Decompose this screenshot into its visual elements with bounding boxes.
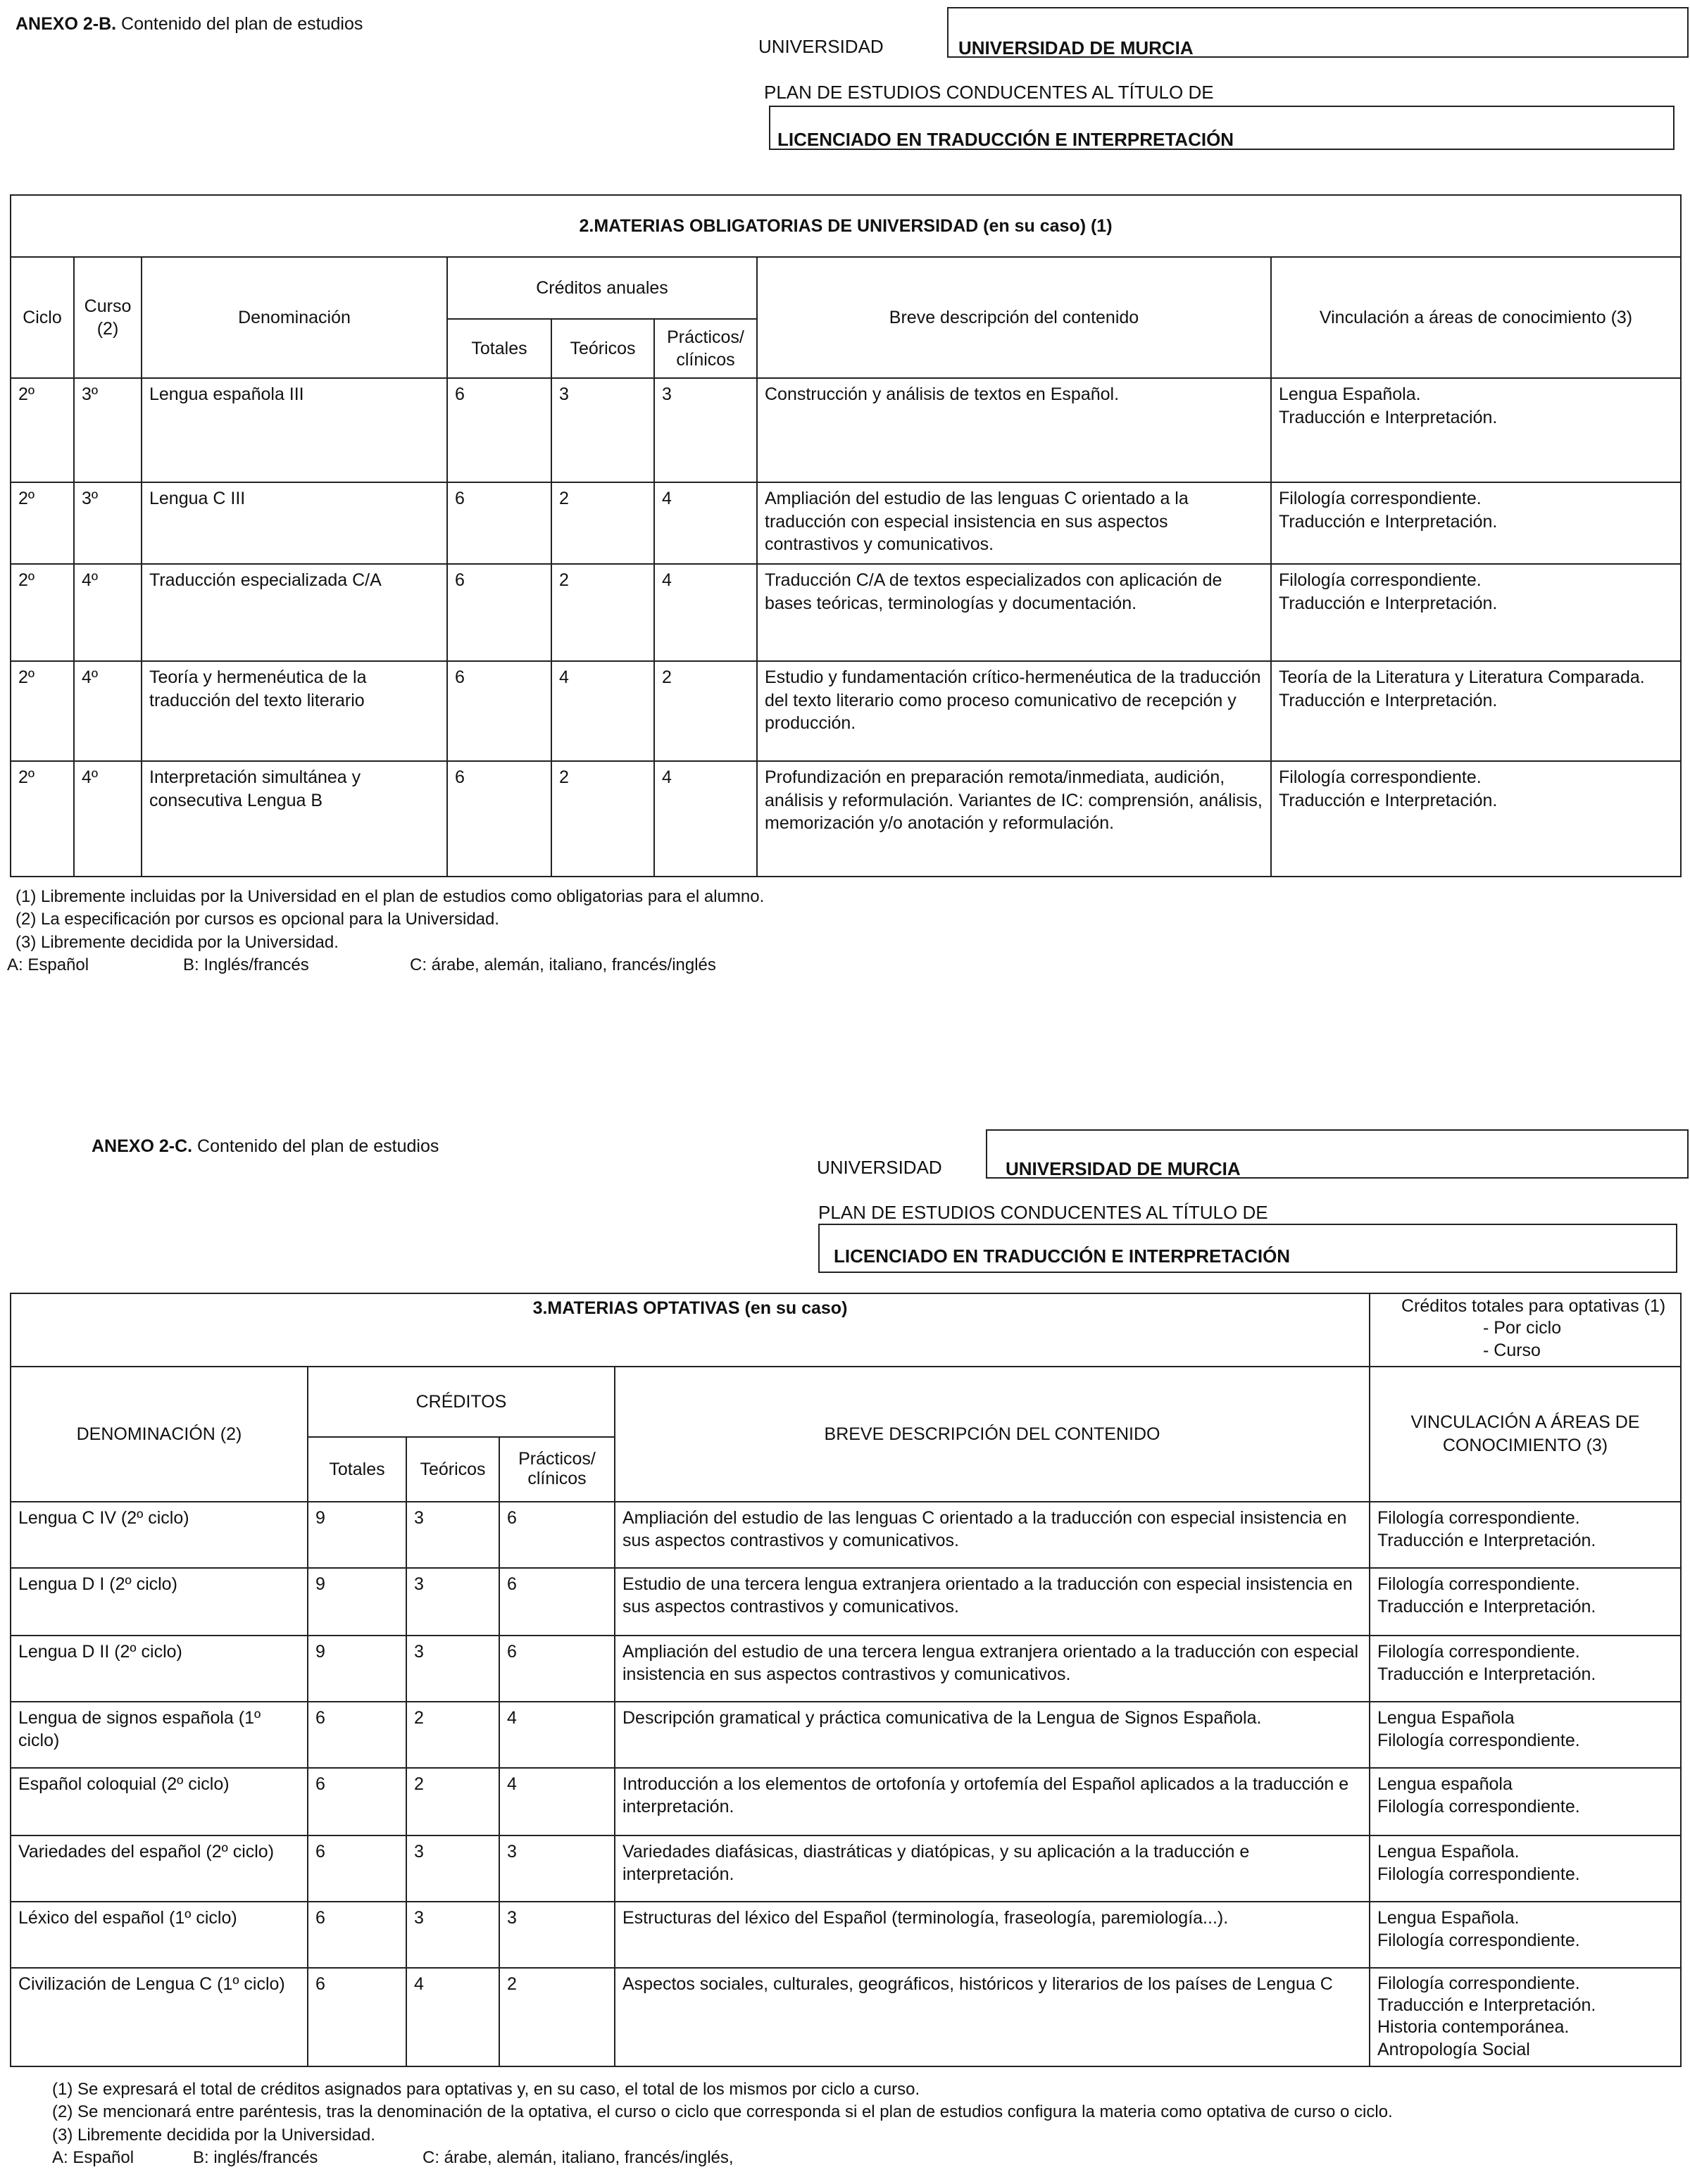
- cell-vinculacion: Lengua Española. Traducción e Interpretación.: [1271, 378, 1681, 482]
- cell-denominacion: Lengua C III: [142, 482, 447, 564]
- annex-b-code: ANEXO 2-B.: [15, 14, 117, 34]
- annex-c-university-label: UNIVERSIDAD: [817, 1157, 942, 1178]
- cell-practicos: 3: [499, 1835, 615, 1902]
- cell-vinculacion: Filología correspondiente. Traducción e Interpretación.: [1271, 761, 1681, 877]
- header-ciclo: Ciclo: [11, 257, 74, 378]
- annex-c-degree: LICENCIADO EN TRADUCCIÓN E INTERPRETACIÓN: [834, 1245, 1291, 1267]
- annex-c-university-box: [986, 1129, 1689, 1179]
- language-legend: [52, 2147, 1393, 2169]
- cell-vinculacion: Filología correspondiente. Traducción e Interpretación.: [1271, 482, 1681, 564]
- cell-practicos: 4: [499, 1702, 615, 1768]
- header-curso: Curso (2): [74, 257, 142, 378]
- cell-practicos: 4: [654, 564, 757, 661]
- annex-b-degree-box: [769, 106, 1675, 150]
- optativas-credits-cell: [1370, 1293, 1681, 1367]
- footnote: (1) Libremente incluidas por la Universidad en el plan de estudios como obligatorias para el alumno.: [15, 887, 765, 906]
- cell-teoricos: 3: [406, 1835, 499, 1902]
- header-teoricos: Teóricos: [551, 319, 654, 378]
- cell-teoricos: 2: [551, 564, 654, 661]
- cell-totales: 6: [308, 1902, 406, 1968]
- cell-practicos: 3: [654, 378, 757, 482]
- table-row: [11, 1568, 1681, 1636]
- cell-descripcion: Ampliación del estudio de las lenguas C orientado a la traducción con especial insistencia en sus aspectos contrastivos y comunicativos.: [757, 482, 1271, 564]
- legend-c: C: árabe, alemán, italiano, francés/inglés: [410, 955, 716, 975]
- annex-c-notes: [52, 2078, 1393, 2170]
- cell-descripcion: Estudio y fundamentación crítico-hermenéutica de la traducción del texto literario como proceso comunicativo de recepción y producción.: [757, 661, 1271, 761]
- cell-denominacion: Interpretación simultánea y consecutiva Lengua B: [142, 761, 447, 877]
- cell-practicos: 4: [654, 761, 757, 877]
- cell-denominacion: Lengua de signos española (1º ciclo): [11, 1702, 308, 1768]
- footnote: (1) Se expresará el total de créditos asignados para optativas y, en su caso, el total de los mismos por ciclo a curso.: [52, 2080, 920, 2099]
- annex-c-caption: Contenido del plan de estudios: [197, 1136, 439, 1156]
- cell-teoricos: 2: [551, 482, 654, 564]
- cell-descripcion: Traducción C/A de textos especializados con aplicación de bases teóricas, terminologías y documentación.: [757, 564, 1271, 661]
- cell-vinculacion: Filología correspondiente. Traducción e Interpretación.: [1370, 1502, 1681, 1568]
- table-row: [11, 1835, 1681, 1902]
- annex-b-caption: Contenido del plan de estudios: [121, 14, 363, 34]
- table-row: [11, 1902, 1681, 1968]
- cell-teoricos: 3: [406, 1902, 499, 1968]
- cell-totales: 6: [447, 564, 551, 661]
- cell-teoricos: 3: [406, 1636, 499, 1702]
- annex-b-title: [15, 13, 363, 36]
- cell-denominacion: Variedades del español (2º ciclo): [11, 1835, 308, 1902]
- cell-descripcion: Ampliación del estudio de una tercera lengua extranjera orientado a la traducción con especial insistencia en sus aspectos contrastivos y comunicativos.: [615, 1636, 1370, 1702]
- cell-teoricos: 3: [406, 1502, 499, 1568]
- annex-c-code: ANEXO 2-C.: [92, 1136, 193, 1156]
- cell-denominacion: Civilización de Lengua C (1º ciclo): [11, 1968, 308, 2066]
- cell-vinculacion: Lengua Española Filología correspondiente.: [1370, 1702, 1681, 1768]
- cell-practicos: 4: [499, 1768, 615, 1835]
- annex-c-degree-box: [818, 1224, 1677, 1273]
- annex-c-university: UNIVERSIDAD DE MURCIA: [1006, 1158, 1241, 1179]
- cell-vinculacion: Lengua Española. Filología correspondiente.: [1370, 1902, 1681, 1968]
- legend-c: C: árabe, alemán, italiano, francés/inglés,: [423, 2148, 734, 2168]
- header-practicos: Prácticos/ clínicos: [654, 319, 757, 378]
- cell-ciclo: 2º: [11, 564, 74, 661]
- cell-teoricos: 2: [406, 1702, 499, 1768]
- cell-teoricos: 4: [551, 661, 654, 761]
- cell-descripcion: Variedades diafásicas, diastráticas y diatópicas, y su aplicación a la traducción e interpretación.: [615, 1835, 1370, 1902]
- table-row: [11, 1768, 1681, 1835]
- annex-c-table: [10, 1293, 1682, 2067]
- header-vinculacion: Vinculación a áreas de conocimiento (3): [1271, 257, 1681, 378]
- cell-practicos: 6: [499, 1636, 615, 1702]
- footnote: (3) Libremente decidida por la Universidad.: [15, 932, 339, 952]
- cell-descripcion: Introducción a los elementos de ortofonía y ortofemía del Español aplicados a la traducción e interpretación.: [615, 1768, 1370, 1835]
- annex-b-table: [10, 194, 1682, 877]
- cell-curso: 3º: [74, 378, 142, 482]
- header-denominacion: Denominación: [142, 257, 447, 378]
- cell-denominacion: Lengua C IV (2º ciclo): [11, 1502, 308, 1568]
- cell-teoricos: 4: [406, 1968, 499, 2066]
- cell-ciclo: 2º: [11, 761, 74, 877]
- legend-a: A: Español: [52, 2148, 134, 2168]
- annex-b-university: UNIVERSIDAD DE MURCIA: [958, 37, 1194, 58]
- footnote: (3) Libremente decidida por la Universidad.: [52, 2125, 375, 2145]
- cell-totales: 9: [308, 1568, 406, 1636]
- annex-c-table-title: 3.MATERIAS OPTATIVAS (en su caso): [11, 1293, 1370, 1367]
- cell-teoricos: 2: [551, 761, 654, 877]
- cell-denominacion: Teoría y hermenéutica de la traducción del texto literario: [142, 661, 447, 761]
- header-descripcion: Breve descripción del contenido: [757, 257, 1271, 378]
- cell-descripcion: Profundización en preparación remota/inmediata, audición, análisis y reformulación. Variantes de IC: comprensión, análisis, memorización y/o anotación y reformulación.: [757, 761, 1271, 877]
- annex-b-degree: LICENCIADO EN TRADUCCIÓN E INTERPRETACIÓN: [777, 129, 1234, 150]
- cell-practicos: 6: [499, 1502, 615, 1568]
- cell-teoricos: 3: [406, 1568, 499, 1636]
- cell-vinculacion: Filología correspondiente. Traducción e Interpretación. Historia contemporánea. Antropología Social: [1370, 1968, 1681, 2066]
- annex-c-plan-label: PLAN DE ESTUDIOS CONDUCENTES AL TÍTULO DE: [818, 1202, 1268, 1223]
- cell-teoricos: 3: [551, 378, 654, 482]
- language-legend: [7, 954, 764, 977]
- cell-descripcion: Descripción gramatical y práctica comunicativa de la Lengua de Signos Española.: [615, 1702, 1370, 1768]
- cell-totales: 6: [308, 1835, 406, 1902]
- cell-ciclo: 2º: [11, 661, 74, 761]
- annex-b-table-title: 2.MATERIAS OBLIGATORIAS DE UNIVERSIDAD (en su caso) (1): [11, 195, 1681, 257]
- cell-descripcion: Ampliación del estudio de las lenguas C orientado a la traducción con especial insistencia en sus aspectos contrastivos y comunicativos.: [615, 1502, 1370, 1568]
- header-totales: Totales: [447, 319, 551, 378]
- table-row: [11, 761, 1681, 877]
- table-row: [11, 1968, 1681, 2066]
- cell-denominacion: Léxico del español (1º ciclo): [11, 1902, 308, 1968]
- header-creditos-anuales: Créditos anuales: [447, 257, 757, 319]
- legend-b: B: inglés/francés: [193, 2148, 318, 2168]
- cell-denominacion: Lengua D I (2º ciclo): [11, 1568, 308, 1636]
- cell-practicos: 2: [499, 1968, 615, 2066]
- cell-denominacion: Lengua española III: [142, 378, 447, 482]
- cell-descripcion: Construcción y análisis de textos en Español.: [757, 378, 1271, 482]
- cell-totales: 9: [308, 1502, 406, 1568]
- cell-totales: 6: [308, 1968, 406, 2066]
- optativas-por-ciclo: - Por ciclo: [1483, 1318, 1562, 1338]
- annex-b-university-label: UNIVERSIDAD: [758, 36, 884, 57]
- cell-practicos: 4: [654, 482, 757, 564]
- cell-vinculacion: Filología correspondiente. Traducción e Interpretación.: [1271, 564, 1681, 661]
- cell-totales: 9: [308, 1636, 406, 1702]
- table-row: [11, 564, 1681, 661]
- table-row: [11, 378, 1681, 482]
- cell-ciclo: 2º: [11, 482, 74, 564]
- annex-b-notes: [7, 886, 765, 977]
- footnote: (2) La especificación por cursos es opcional para la Universidad.: [15, 910, 500, 929]
- cell-totales: 6: [447, 661, 551, 761]
- cell-vinculacion: Filología correspondiente. Traducción e Interpretación.: [1370, 1568, 1681, 1636]
- legend-a: A: Español: [7, 955, 89, 975]
- cell-denominacion: Traducción especializada C/A: [142, 564, 447, 661]
- cell-practicos: 6: [499, 1568, 615, 1636]
- cell-descripcion: Estudio de una tercera lengua extranjera orientado a la traducción con especial insistencia en sus aspectos contrastivos y comunicativos.: [615, 1568, 1370, 1636]
- header-vinculacion: VINCULACIÓN A ÁREAS DE CONOCIMIENTO (3): [1370, 1367, 1681, 1502]
- cell-denominacion: Lengua D II (2º ciclo): [11, 1636, 308, 1702]
- annex-b-university-box: [947, 7, 1689, 58]
- cell-totales: 6: [447, 482, 551, 564]
- cell-descripcion: Estructuras del léxico del Español (terminología, fraseología, paremiología...).: [615, 1902, 1370, 1968]
- cell-vinculacion: Lengua Española. Filología correspondiente.: [1370, 1835, 1681, 1902]
- legend-b: B: Inglés/francés: [183, 955, 309, 975]
- cell-totales: 6: [308, 1768, 406, 1835]
- cell-curso: 4º: [74, 564, 142, 661]
- header-creditos: CRÉDITOS: [308, 1367, 615, 1437]
- cell-ciclo: 2º: [11, 378, 74, 482]
- annex-c-title: [92, 1135, 439, 1158]
- cell-vinculacion: Teoría de la Literatura y Literatura Comparada. Traducción e Interpretación.: [1271, 661, 1681, 761]
- optativas-curso: - Curso: [1483, 1340, 1541, 1360]
- cell-totales: 6: [308, 1702, 406, 1768]
- header-denominacion: DENOMINACIÓN (2): [11, 1367, 308, 1502]
- cell-teoricos: 2: [406, 1768, 499, 1835]
- cell-totales: 6: [447, 378, 551, 482]
- table-row: [11, 1636, 1681, 1702]
- header-practicos: Prácticos/ clínicos: [499, 1437, 615, 1502]
- cell-totales: 6: [447, 761, 551, 877]
- cell-descripcion: Aspectos sociales, culturales, geográficos, históricos y literarios de los países de Lengua C: [615, 1968, 1370, 2066]
- cell-curso: 4º: [74, 761, 142, 877]
- header-teoricos: Teóricos: [406, 1437, 499, 1502]
- header-totales: Totales: [308, 1437, 406, 1502]
- table-row: [11, 482, 1681, 564]
- cell-denominacion: Español coloquial (2º ciclo): [11, 1768, 308, 1835]
- cell-vinculacion: Lengua española Filología correspondiente.: [1370, 1768, 1681, 1835]
- cell-practicos: 2: [654, 661, 757, 761]
- optativas-credits-label: Créditos totales para optativas (1): [1401, 1296, 1666, 1316]
- cell-curso: 3º: [74, 482, 142, 564]
- table-row: [11, 661, 1681, 761]
- annex-b-plan-label: PLAN DE ESTUDIOS CONDUCENTES AL TÍTULO DE: [764, 82, 1214, 103]
- cell-curso: 4º: [74, 661, 142, 761]
- table-row: [11, 1502, 1681, 1568]
- header-descripcion: BREVE DESCRIPCIÓN DEL CONTENIDO: [615, 1367, 1370, 1502]
- cell-vinculacion: Filología correspondiente. Traducción e Interpretación.: [1370, 1636, 1681, 1702]
- table-row: [11, 1702, 1681, 1768]
- footnote: (2) Se mencionará entre paréntesis, tras la denominación de la optativa, el curso o ciclo que corresponda si el plan de estudios configura la materia como optativa de curso o ciclo.: [52, 2102, 1393, 2122]
- cell-practicos: 3: [499, 1902, 615, 1968]
